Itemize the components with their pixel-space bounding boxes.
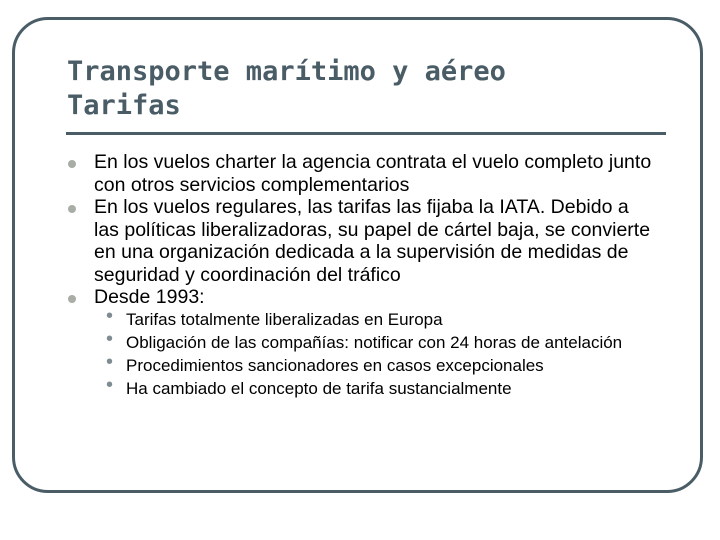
bullet-item	[66, 196, 656, 286]
sub-bullet-text: Tarifas totalmente liberalizadas en Europa	[126, 309, 443, 329]
bullet-dot-icon	[68, 205, 76, 213]
bullet-dot-icon	[68, 295, 76, 303]
title-underline	[66, 132, 666, 135]
slide-title	[67, 55, 667, 123]
bullet-text: En los vuelos charter la agencia contrata el vuelo completo junto con otros servicios complementarios	[94, 151, 652, 196]
sub-bullet-item	[94, 350, 656, 376]
sub-bullet-text: Ha cambiado el concepto de tarifa sustancialmente	[126, 378, 512, 398]
sub-bullet-dot-icon: •	[106, 373, 114, 396]
title-line-1: Transporte marítimo y aéreo	[67, 56, 506, 87]
bullet-list	[66, 151, 656, 401]
bullet-text: En los vuelos regulares, las tarifas las fijaba la IATA. Debido a las políticas liberalizadoras, su papel de cártel baja, se convierte en una organización dedicada a la supervisión de medidas de seguridad y coordinación del tráfico	[94, 196, 651, 286]
sub-bullet-text: Obligación de las compañías: notificar con 24 horas de antelación	[126, 332, 623, 352]
sub-bullet-text: Procedimientos sancionadores en casos excepcionales	[126, 355, 544, 375]
bullet-item	[66, 286, 656, 399]
sub-bullet-item	[94, 304, 656, 330]
sub-bullet-list	[94, 304, 656, 399]
sub-bullet-dot-icon: •	[106, 327, 114, 350]
bullet-item	[66, 151, 656, 196]
sub-bullet-item	[94, 327, 656, 353]
title-line-2: Tarifas	[67, 90, 181, 121]
bullet-text: Desde 1993:	[94, 286, 205, 308]
bullet-dot-icon	[68, 160, 76, 168]
sub-bullet-item	[94, 373, 656, 399]
sub-bullet-dot-icon: •	[106, 350, 114, 373]
sub-bullet-dot-icon: •	[106, 304, 114, 327]
